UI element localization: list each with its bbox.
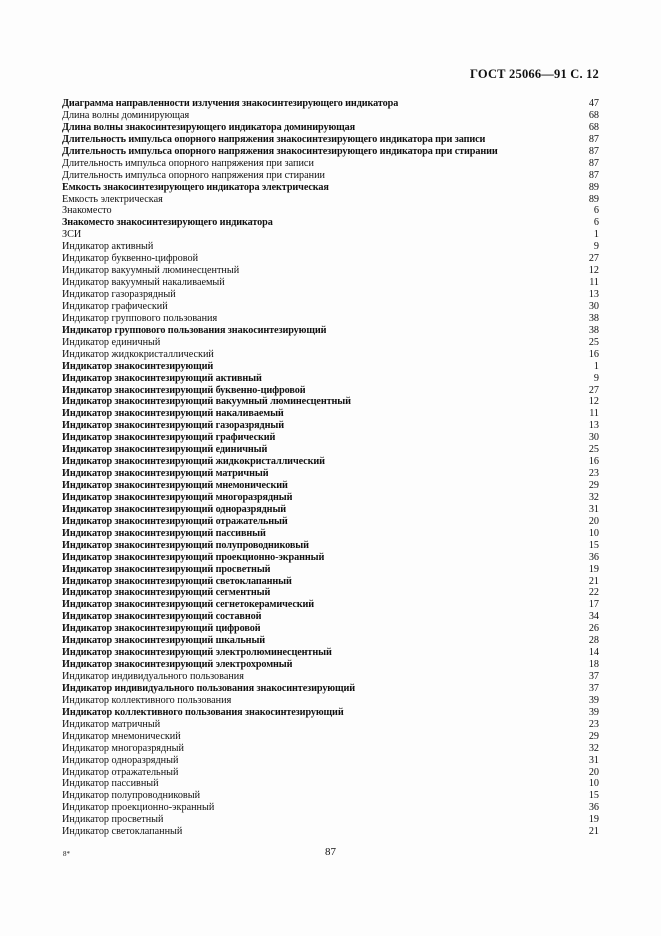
index-entry-page-ref: 36	[588, 802, 599, 814]
index-entry-page-ref: 30	[588, 432, 599, 444]
index-entry-term: Индикатор индивидуального пользования знакосинтезирующий	[62, 682, 356, 694]
index-entry-page-ref: 27	[588, 253, 599, 265]
index-entry-term: Индикатор многоразрядный	[62, 742, 184, 754]
index-entry-page-ref: 16	[588, 348, 599, 360]
index-entry-term: ЗСИ	[62, 229, 82, 241]
index-entry-page-ref: 39	[588, 706, 599, 718]
index-entry-page-ref: 6	[593, 205, 599, 217]
index-entry	[62, 289, 599, 301]
index-entry-page-ref: 37	[588, 671, 599, 682]
index-entry	[62, 683, 599, 695]
index-entry-page-ref: 21	[588, 575, 599, 587]
index-entry-page-ref: 9	[593, 241, 599, 253]
index-entry-page-ref: 87	[588, 145, 599, 157]
index-entry	[62, 564, 599, 576]
index-entry-term: Индикатор знакосинтезирующий светоклапанный	[62, 575, 292, 587]
index-entry-page-ref: 89	[588, 193, 599, 205]
index-entry	[62, 229, 599, 241]
index-entry-page-ref: 13	[588, 420, 599, 432]
index-entry-page-ref: 23	[588, 468, 599, 480]
index-entry	[62, 456, 599, 468]
index-entry-term: Индикатор знакосинтезирующий	[62, 360, 214, 372]
index-entry	[62, 313, 599, 325]
index-entry	[62, 695, 599, 707]
index-entry-term: Индикатор знакосинтезирующий проекционно-экранный	[62, 551, 325, 563]
index-entry-page-ref: 11	[589, 408, 599, 420]
index-entry	[62, 122, 599, 134]
index-entry-page-ref: 26	[588, 623, 599, 635]
index-entry-term: Индикатор активный	[62, 241, 154, 253]
index-entry-page-ref: 30	[588, 300, 599, 312]
index-entry	[62, 587, 599, 599]
index-entry-page-ref: 12	[588, 396, 599, 408]
index-entry-page-ref: 10	[588, 527, 599, 539]
index-entry	[62, 743, 599, 755]
index-entry	[62, 790, 599, 802]
index-entry-term: Индикатор проекционно-экранный	[62, 802, 215, 814]
index-entry	[62, 576, 599, 588]
index-entry-term: Индикатор знакосинтезирующий шкальный	[62, 635, 266, 647]
index-entry	[62, 755, 599, 767]
index-entry-page-ref: 22	[588, 587, 599, 599]
index-entry	[62, 707, 599, 719]
index-entry-page-ref: 36	[588, 551, 599, 563]
index-entry	[62, 110, 599, 122]
index-entry-page-ref: 37	[588, 682, 599, 694]
index-entry-page-ref: 27	[588, 384, 599, 396]
index-entry-term: Длительность импульса опорного напряжения при записи	[62, 157, 314, 169]
index-entry	[62, 420, 599, 432]
index-entry-term: Индикатор знакосинтезирующий просветный	[62, 563, 271, 575]
index-entry-term: Индикатор знакосинтезирующий отражательный	[62, 515, 288, 527]
index-entry-term: Индикатор знакосинтезирующий накаливаемый	[62, 408, 284, 420]
index-entry-term: Индикатор знакосинтезирующий единичный	[62, 444, 268, 456]
index-entry-page-ref: 31	[588, 503, 599, 515]
index-entry	[62, 98, 599, 110]
index-entry-term: Индикатор индивидуального пользования	[62, 671, 244, 682]
index-entry	[62, 671, 599, 683]
index-entry	[62, 349, 599, 361]
index-entry-term: Знакоместо	[62, 205, 112, 217]
index-entry	[62, 444, 599, 456]
index-entry-page-ref: 25	[588, 444, 599, 456]
index-entry-term: Индикатор коллективного пользования знакосинтезирующий	[62, 706, 344, 718]
index-entry-term: Индикатор группового пользования знакосинтезирующий	[62, 324, 327, 336]
index-entry-term: Индикатор отражательный	[62, 766, 179, 778]
index-entry	[62, 194, 599, 206]
index-entry-page-ref: 23	[588, 718, 599, 730]
index-entry-term: Индикатор знакосинтезирующий многоразрядный	[62, 491, 293, 503]
index-entry-page-ref: 10	[588, 778, 599, 790]
index-entry-term: Индикатор просветный	[62, 814, 164, 826]
index-entry-page-ref: 31	[588, 754, 599, 766]
index-entry	[62, 767, 599, 779]
index-entry	[62, 802, 599, 814]
index-entry	[62, 265, 599, 277]
index-entry-term: Индикатор вакуумный люминесцентный	[62, 265, 240, 277]
index-entry-page-ref: 17	[588, 599, 599, 611]
index-entry-page-ref: 87	[588, 157, 599, 169]
index-entry-term: Индикатор одноразрядный	[62, 754, 179, 766]
index-entry-term: Индикатор знакосинтезирующий мнемонический	[62, 480, 288, 491]
index-entry-page-ref: 32	[588, 491, 599, 503]
index-entry	[62, 552, 599, 564]
index-entry	[62, 516, 599, 528]
index-entry-page-ref: 68	[588, 121, 599, 133]
index-entry	[62, 301, 599, 313]
index-entry-term: Индикатор матричный	[62, 718, 161, 730]
index-entry-term: Диаграмма направленности излучения знакосинтезирующего индикатора	[62, 98, 399, 109]
index-entry-term: Индикатор знакосинтезирующий графический	[62, 432, 276, 444]
index-entry-page-ref: 20	[588, 766, 599, 778]
index-entry-term: Индикатор знакосинтезирующий газоразрядный	[62, 420, 284, 432]
index-entry	[62, 158, 599, 170]
index-entry-term: Индикатор светоклапанный	[62, 826, 183, 838]
index-entry-term: Индикатор знакосинтезирующий электрохромный	[62, 659, 293, 671]
index-entry-page-ref: 87	[588, 169, 599, 181]
index-entry	[62, 396, 599, 408]
index-entry-term: Емкость знакосинтезирующего индикатора электрическая	[62, 181, 329, 193]
index-entry-page-ref: 25	[588, 336, 599, 348]
index-entry	[62, 731, 599, 743]
index-entry-page-ref: 89	[588, 181, 599, 193]
index-entry	[62, 540, 599, 552]
sheet-mark: 8*	[63, 850, 70, 858]
index-entry	[62, 408, 599, 420]
index-entry-term: Индикатор знакосинтезирующий буквенно-цифровой	[62, 384, 306, 396]
index-entry	[62, 623, 599, 635]
index-entry-term: Индикатор газоразрядный	[62, 289, 176, 300]
index-entry-page-ref: 15	[588, 539, 599, 551]
index-entry-page-ref: 87	[588, 133, 599, 145]
index-entry-page-ref: 38	[588, 324, 599, 336]
index-entry-term: Знакоместо знакосинтезирующего индикатора	[62, 217, 273, 229]
index-entry	[62, 492, 599, 504]
index-entry	[62, 325, 599, 337]
index-entry	[62, 528, 599, 540]
index-entry-term: Индикатор группового пользования	[62, 312, 218, 324]
index-entry-term: Индикатор графический	[62, 300, 168, 312]
index-entry-term: Длительность импульса опорного напряжения при стирании	[62, 169, 326, 181]
index-entry	[62, 170, 599, 182]
index-entry-page-ref: 12	[588, 265, 599, 277]
page-number: 87	[325, 846, 336, 858]
index-entry-term: Индикатор знакосинтезирующий одноразрядный	[62, 503, 287, 515]
index-entry	[62, 659, 599, 671]
index-entry-term: Длина волны знакосинтезирующего индикатора доминирующая	[62, 121, 356, 133]
index-entry	[62, 205, 599, 217]
index-entry-page-ref: 15	[588, 790, 599, 802]
index-entry	[62, 182, 599, 194]
index-entry-page-ref: 19	[588, 563, 599, 575]
index-entry-term: Длина волны доминирующая	[62, 109, 190, 121]
index-entry	[62, 217, 599, 229]
index-entry	[62, 719, 599, 731]
index-entry-term: Индикатор единичный	[62, 336, 161, 348]
index-entry	[62, 385, 599, 397]
index-entry-term: Индикатор знакосинтезирующий жидкокристаллический	[62, 456, 325, 468]
index-entries-list	[62, 98, 599, 838]
index-entry-term: Индикатор знакосинтезирующий активный	[62, 372, 262, 384]
index-entry	[62, 480, 599, 492]
index-entry-term: Индикатор знакосинтезирующий составной	[62, 611, 262, 623]
index-entry	[62, 778, 599, 790]
index-entry-page-ref: 39	[588, 694, 599, 706]
index-entry-term: Индикатор знакосинтезирующий электролюминесцентный	[62, 647, 332, 659]
index-entry-term: Длительность импульса опорного напряжения знакосинтезирующего индикатора при записи	[62, 133, 486, 145]
index-entry-term: Емкость электрическая	[62, 193, 163, 205]
page-header-title: ГОСТ 25066—91 С. 12	[470, 67, 599, 81]
index-entry-term: Индикатор знакосинтезирующий сегментный	[62, 587, 271, 599]
index-entry	[62, 241, 599, 253]
index-entry-page-ref: 16	[588, 456, 599, 468]
index-entry-page-ref: 6	[593, 217, 599, 229]
index-entry-page-ref: 1	[593, 229, 599, 241]
index-entry	[62, 635, 599, 647]
index-entry-page-ref: 11	[589, 277, 599, 289]
index-entry-term: Индикатор знакосинтезирующий цифровой	[62, 623, 261, 635]
index-entry-page-ref: 38	[588, 312, 599, 324]
index-entry-page-ref: 9	[593, 372, 599, 384]
index-entry	[62, 468, 599, 480]
index-entry	[62, 599, 599, 611]
index-entry-term: Индикатор буквенно-цифровой	[62, 253, 199, 265]
index-entry	[62, 826, 599, 838]
index-entry-term: Индикатор знакосинтезирующий сегнетокерамический	[62, 599, 315, 611]
index-entry-term: Индикатор мнемонический	[62, 730, 181, 742]
index-entry-term: Индикатор знакосинтезирующий вакуумный люминесцентный	[62, 396, 351, 408]
index-entry	[62, 146, 599, 158]
index-entry-page-ref: 32	[588, 742, 599, 754]
index-entry-page-ref: 20	[588, 515, 599, 527]
index-entry	[62, 432, 599, 444]
index-entry	[62, 611, 599, 623]
index-entry	[62, 814, 599, 826]
index-entry	[62, 253, 599, 265]
index-entry-term: Индикатор жидкокристаллический	[62, 348, 214, 360]
index-entry-page-ref: 1	[593, 360, 599, 372]
index-entry	[62, 373, 599, 385]
index-entry	[62, 277, 599, 289]
index-entry-term: Индикатор знакосинтезирующий пассивный	[62, 527, 266, 539]
index-entry-term: Индикатор вакуумный накаливаемый	[62, 277, 225, 289]
index-entry-page-ref: 68	[588, 109, 599, 121]
index-entry	[62, 504, 599, 516]
index-entry-page-ref: 13	[588, 289, 599, 300]
index-entry-page-ref: 18	[588, 659, 599, 671]
index-entry-page-ref: 21	[588, 826, 599, 838]
index-entry-term: Индикатор пассивный	[62, 778, 159, 790]
index-entry-term: Индикатор знакосинтезирующий полупроводниковый	[62, 539, 309, 551]
index-entry-page-ref: 29	[588, 480, 599, 491]
index-entry-page-ref: 19	[588, 814, 599, 826]
index-entry	[62, 647, 599, 659]
index-entry-term: Индикатор коллективного пользования	[62, 694, 232, 706]
index-entry	[62, 134, 599, 146]
index-entry-page-ref: 29	[588, 730, 599, 742]
index-entry-term: Длительность импульса опорного напряжения знакосинтезирующего индикатора при стирании	[62, 145, 498, 157]
index-entry-page-ref: 14	[588, 647, 599, 659]
index-entry	[62, 337, 599, 349]
index-entry-page-ref: 28	[588, 635, 599, 647]
index-entry-term: Индикатор знакосинтезирующий матричный	[62, 468, 269, 480]
index-entry-page-ref: 34	[588, 611, 599, 623]
index-entry	[62, 361, 599, 373]
index-entry-term: Индикатор полупроводниковый	[62, 790, 201, 802]
index-entry-page-ref: 47	[588, 98, 599, 109]
